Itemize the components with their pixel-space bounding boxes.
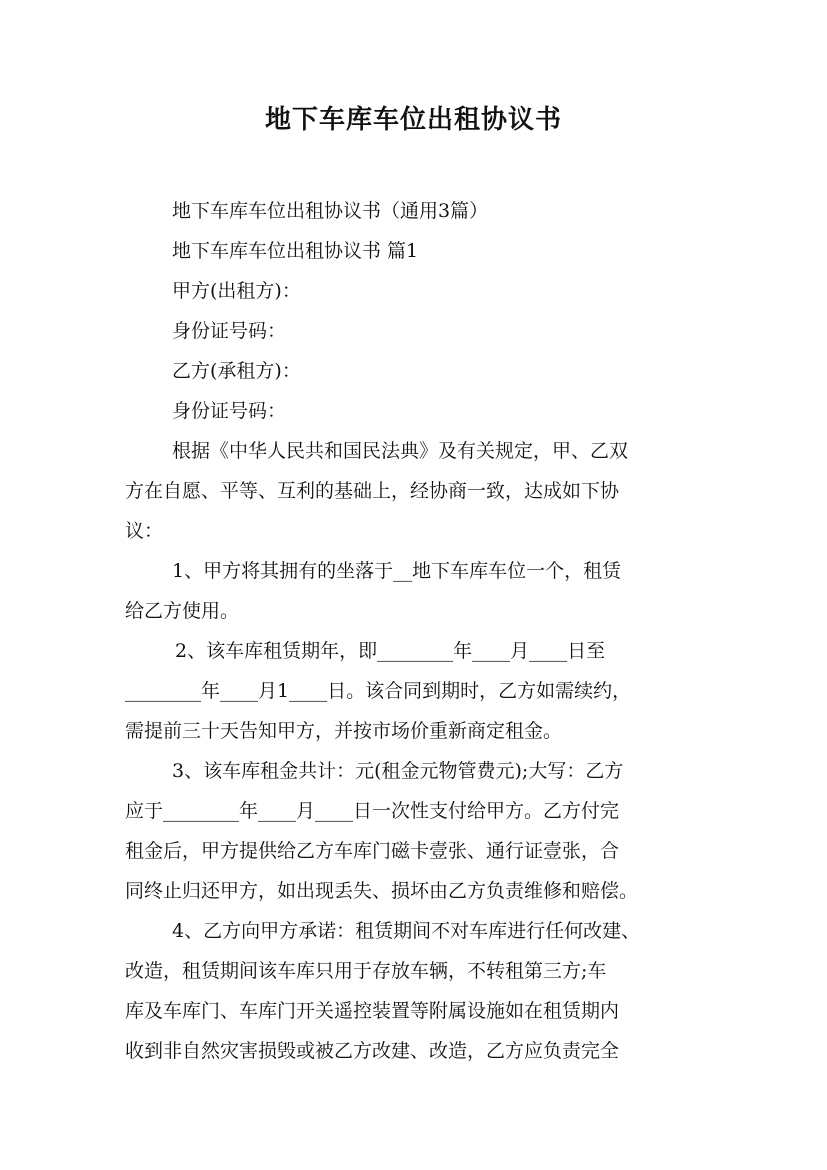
clause-2-line: ________年____月1____日。该合同到期时，乙方如需续约， xyxy=(125,680,632,702)
clause-1-line: 1、甲方将其拥有的坐落于__地下车库车位一个，租赁 xyxy=(172,560,622,582)
party-b-id-label: 身份证号码： xyxy=(172,400,287,422)
clause-4-line: 收到非自然灾害损毁或被乙方改建、改造，乙方应负责完全 xyxy=(125,1040,620,1062)
agreement-intro-line: 议： xyxy=(125,520,164,542)
series-title: 地下车库车位出租协议书（通用3篇） xyxy=(172,200,489,222)
party-a-label: 甲方(出租方)： xyxy=(172,280,301,302)
clause-3-line: 租金后，甲方提供给乙方车库门磁卡壹张、通行证壹张，合 xyxy=(125,840,620,862)
document-title: 地下车库车位出租协议书 xyxy=(264,105,562,135)
clause-4-line: 库及车库门、车库门开关遥控装置等附属设施如在租赁期内 xyxy=(125,1000,620,1022)
clause-2-line: 需提前三十天告知甲方，并按市场价重新商定租金。 xyxy=(125,720,563,742)
clause-3-line: 同终止归还甲方，如出现丢失、损坏由乙方负责维修和赔偿。 xyxy=(125,880,639,902)
clause-1-line: 给乙方使用。 xyxy=(125,600,240,622)
document-body xyxy=(125,191,710,1071)
party-b-label: 乙方(承租方)： xyxy=(172,360,301,382)
clause-3-line: 应于________年____月____日一次性支付给甲方。乙方付完 xyxy=(125,800,620,822)
clause-2-line: 2、该车库租赁期年，即________年____月____日至 xyxy=(175,640,606,662)
agreement-intro-line: 方在自愿、平等、互利的基础上，经协商一致，达成如下协 xyxy=(125,480,620,502)
party-a-id-label: 身份证号码： xyxy=(172,320,287,342)
section-heading: 地下车库车位出租协议书 篇1 xyxy=(172,240,419,262)
clause-4-line: 改造，租赁期间该车库只用于存放车辆，不转租第三方;车 xyxy=(125,960,607,982)
clause-4-line: 4、乙方向甲方承诺：租赁期间不对车库进行任何改建、 xyxy=(172,920,641,942)
clause-3-line: 3、该车库租金共计：元(租金元物管费元);大写：乙方 xyxy=(172,760,624,782)
agreement-intro-line: 根据《中华人民共和国民法典》及有关规定，甲、乙双 xyxy=(172,440,629,462)
